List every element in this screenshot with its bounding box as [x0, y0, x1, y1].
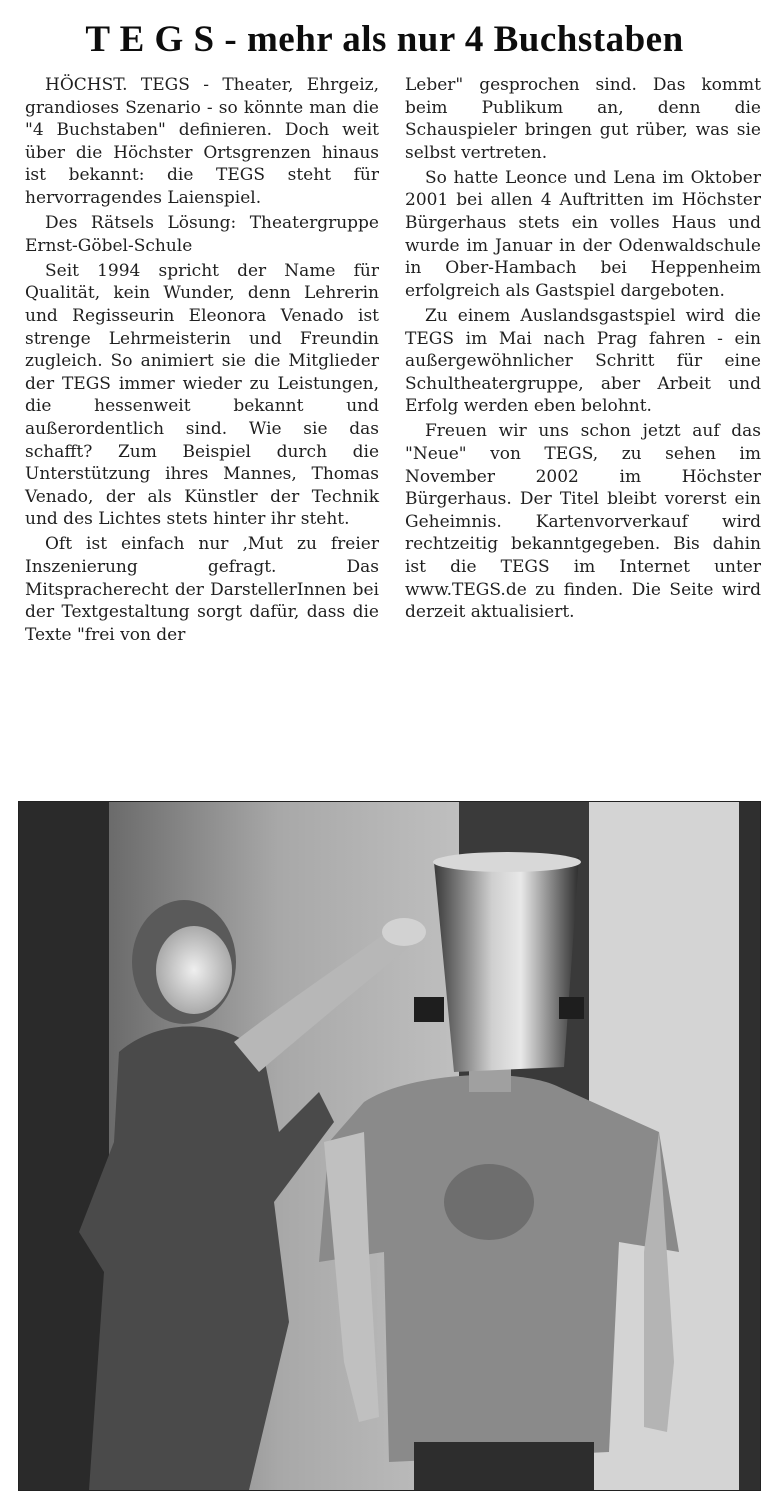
- paragraph: Seit 1994 spricht der Name für Qualität, kein Wunder, denn Lehrerin und Regisseurin Eleonora Venado ist strenge Lehrmeisterin und Freundin zugleich. So animiert sie die Mitglieder der TEGS immer wieder zu Leistungen, die hessenweit bekannt und außerordentlich sind. Wie sie das schafft? Zum Beispiel durch die Unterstützung ihres Mannes, Thomas Venado, der als Künstler der Technik und des Lichtes stets hinter ihr steht.: [25, 260, 379, 530]
- photo-theater-scene-icon: [19, 802, 760, 1490]
- paragraph: Zu einem Auslandsgastspiel wird die TEGS im Mai nach Prag fahren - ein außergewöhnlicher Schritt für eine Schultheatergruppe, aber Arbeit und Erfolg werden eben belohnt.: [405, 305, 761, 417]
- article-column-right: [405, 74, 761, 626]
- paragraph: Freuen wir uns schon jetzt auf das "Neue" von TEGS, zu sehen im November 2002 im Höchster Bürgerhaus. Der Titel bleibt vorerst ein Geheimnis. Kartenvorverkauf wird rechtzeitig bekanntgegeben. Bis dahin ist die TEGS im Internet unter www.TEGS.de zu finden. Die Seite wird derzeit aktualisiert.: [405, 421, 761, 623]
- article-column-left: [25, 74, 379, 649]
- paragraph: Des Rätsels Lösung: Theatergruppe Ernst-Göbel-Schule: [25, 213, 379, 256]
- paragraph: Oft ist einfach nur ‚Mut zu freier Inszenierung gefragt. Das Mitspracherecht der DarstellerInnen bei der Textgestaltung sorgt dafür, dass die Texte "frei von der: [25, 534, 379, 645]
- headline: T E G S - mehr als nur 4 Buchstaben: [85, 19, 684, 60]
- article-photo: [18, 801, 761, 1491]
- paragraph: HÖCHST. TEGS - Theater, Ehrgeiz, grandioses Szenario - so könnte man die "4 Buchstaben" definieren. Doch weit über die Höchster Ortsgrenzen hinaus ist bekannt: die TEGS steht für hervorragendes Laienspiel.: [25, 75, 379, 208]
- paragraph: Leber" gesprochen sind. Das kommt beim Publikum an, denn die Schauspieler bringen gut rüber, was sie selbst vertreten.: [405, 75, 761, 163]
- paragraph: So hatte Leonce und Lena im Oktober 2001 bei allen 4 Auftritten im Höchster Bürgerhaus stets ein volles Haus und wurde im Januar in der Odenwaldschule in Ober-Hambach bei Heppenheim erfolgreich als Gastspiel dargeboten.: [405, 167, 761, 301]
